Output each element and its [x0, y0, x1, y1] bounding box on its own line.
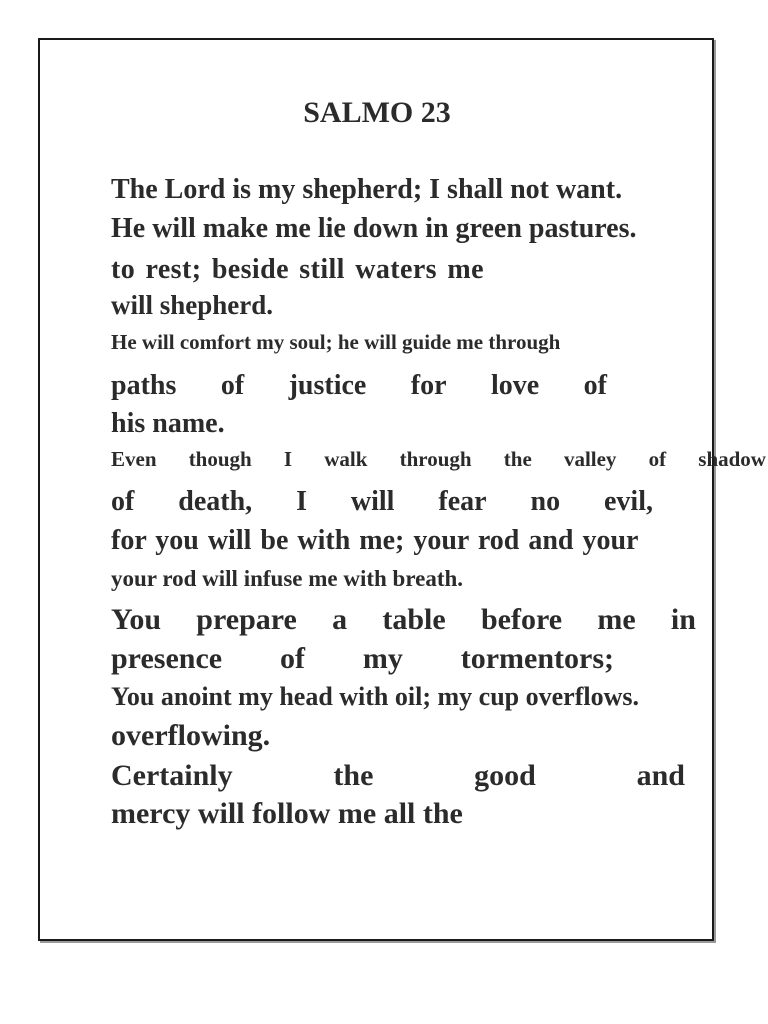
- word: I: [296, 486, 307, 517]
- word: paths: [111, 370, 177, 401]
- psalm-line: his name.: [111, 408, 225, 439]
- word: good: [474, 759, 536, 792]
- word: the: [333, 759, 374, 792]
- psalm-line: for you will be with me; your rod and your: [111, 525, 639, 556]
- word: love: [490, 370, 540, 401]
- word: and: [636, 759, 685, 792]
- word: no: [530, 486, 561, 517]
- psalm-line: will shepherd.: [111, 290, 274, 320]
- word: table: [382, 603, 446, 636]
- psalm-line: to rest; beside still waters me: [111, 254, 484, 285]
- word: of: [220, 370, 245, 401]
- word: evil,: [604, 486, 653, 517]
- word: justice: [288, 370, 367, 401]
- word: of: [648, 447, 667, 471]
- page-title: SALMO 23: [303, 96, 451, 129]
- word: valley: [563, 447, 617, 471]
- word: through: [399, 447, 472, 471]
- word: walk: [324, 447, 368, 471]
- word: Certainly: [111, 759, 233, 792]
- psalm-line: [111, 486, 653, 518]
- word: my: [362, 642, 403, 675]
- word: You: [111, 603, 162, 636]
- word: shadow: [698, 447, 766, 471]
- word: will: [350, 486, 395, 517]
- psalm-line: [111, 642, 614, 676]
- psalm-line: [111, 603, 696, 637]
- psalm-line: [111, 759, 685, 793]
- psalm-line: He will comfort my soul; he will guide me through: [111, 330, 561, 354]
- word: of: [111, 486, 135, 517]
- psalm-line: [111, 447, 766, 472]
- word: tormentors;: [460, 642, 614, 675]
- psalm-line: The Lord is my shepherd; I shall not want.: [111, 174, 623, 205]
- psalm-line: mercy will follow me all the: [111, 797, 463, 830]
- psalm-line: your rod will infuse me with breath.: [111, 566, 464, 591]
- word: the: [503, 447, 532, 471]
- psalm-line: overflowing.: [111, 719, 271, 752]
- psalm-line: You anoint my head with oil; my cup overflows.: [111, 682, 639, 711]
- word: before: [480, 603, 563, 636]
- psalm-line: [111, 370, 607, 402]
- word: presence: [111, 642, 223, 675]
- word: of: [279, 642, 305, 675]
- word: death,: [178, 486, 253, 517]
- psalm-line: He will make me lie down in green pastures.: [111, 213, 637, 244]
- word: a: [332, 603, 348, 636]
- word: Even: [111, 447, 157, 471]
- word: though: [188, 447, 252, 471]
- word: fear: [438, 486, 487, 517]
- word: of: [583, 370, 607, 401]
- word: prepare: [196, 603, 297, 636]
- word: for: [410, 370, 447, 401]
- word: me: [597, 603, 636, 636]
- word: I: [283, 447, 293, 471]
- word: in: [670, 603, 696, 636]
